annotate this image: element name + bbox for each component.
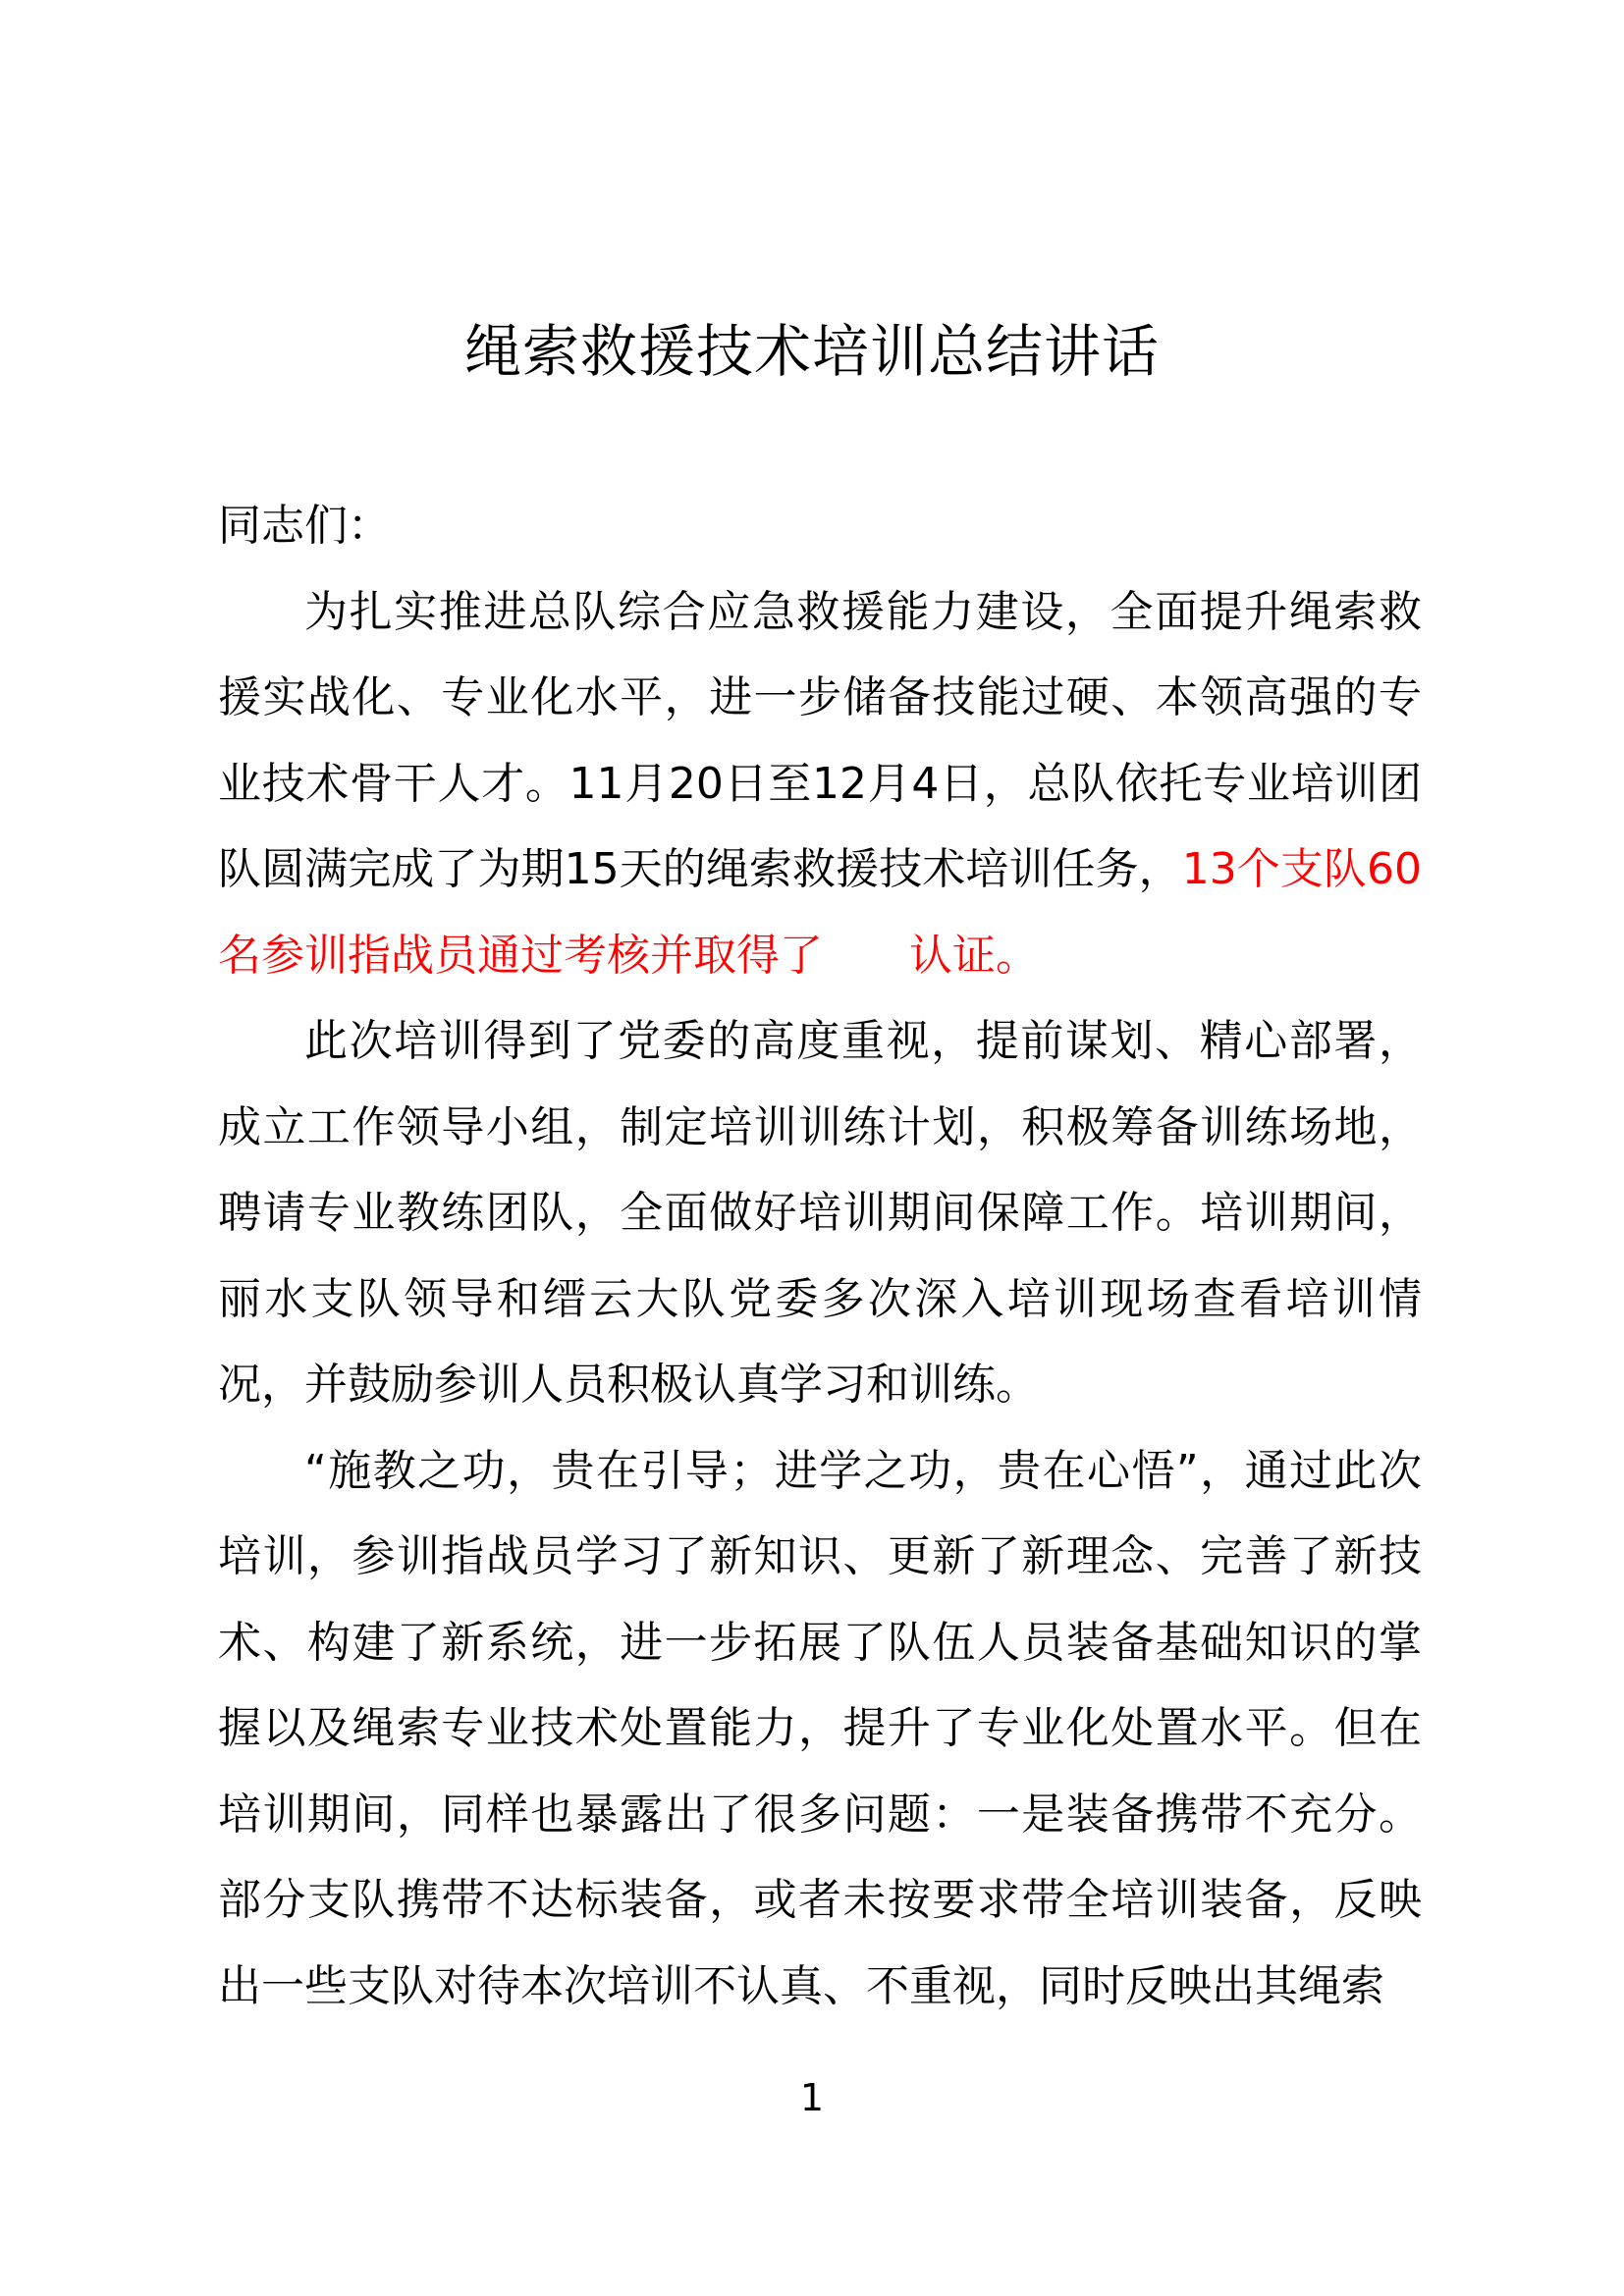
document-body [218,483,1422,2029]
paragraph-2: 此次培训得到了党委的高度重视，提前谋划、精心部署，成立工作领导小组，制定培训训练计划，积极筹备训练场地，聘请专业教练团队，全面做好培训期间保障工作。培训期间，丽水支队领导和缙云大队党委多次深入培训现场查看培训情况，并鼓励参训人员积极认真学习和训练。 [218,1016,1422,1410]
document-title: 绳索救援技术培训总结讲话 [463,318,1160,385]
paragraph-1 [218,569,1422,999]
paragraph-1-highlight-end: 认证。 [909,930,1039,981]
paragraph-1-text: 为扎实推进总队综合应急救援能力建设，全面提升绳索救援实战化、专业化水平，进一步储备技能过硬、本领高强的专业技术骨干人才。11月20日至12月4日，总队依托专业培训团队圆满完成了为期15天的绳索救援技术培训任务， [218,586,1422,894]
paragraph-1-highlight: 13个支队60名参训指战员通过考核并取得了 [218,844,1422,981]
page-number: 1 [799,2076,825,2119]
salutation: 同志们： [218,501,391,551]
paragraph-3: “施教之功，贵在引导；进学之功，贵在心悟”，通过此次培训，参训指战员学习了新知识、更新了新理念、完善了新技术、构建了新系统，进一步拓展了队伍人员装备基础知识的掌握以及绳索专业技术处置能力，提升了专业化处置水平。但在培训期间，同样也暴露出了很多问题：一是装备携带不充分。部分支队携带不达标装备，或者未按要求带全培训装备，反映出一些支队对待本次培训不认真、不重视，同时反映出其绳索 [218,1445,1422,2011]
